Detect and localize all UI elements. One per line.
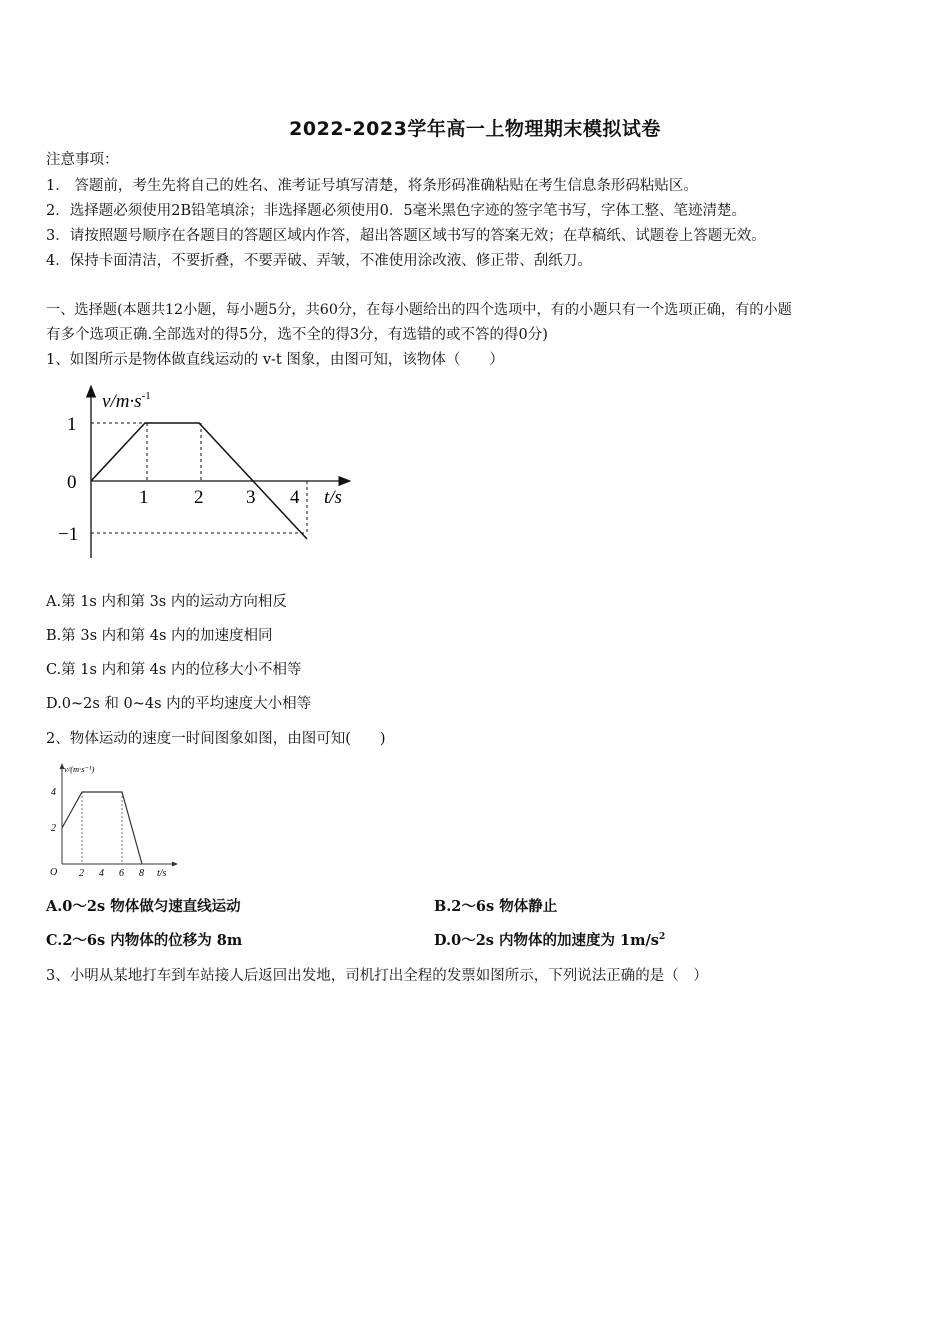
q2-y-tick-4: 4 <box>51 787 56 798</box>
q1-x-axis-label: t/s <box>324 487 342 508</box>
notice-item-1: 1． 答题前，考生先将自己的姓名、准考证号填写清楚，将条形码准确粘贴在考生信息条形码粘贴区。 <box>46 178 698 194</box>
q1-x-tick-3: 3 <box>246 487 256 508</box>
q2-y-axis-label: v/(m·s⁻¹) <box>64 764 95 774</box>
q2-option-d-superscript: 2 <box>658 932 666 942</box>
notice-heading: 注意事项： <box>46 152 119 168</box>
q1-option-d: D.0~2s 和 0~4s 内的平均速度大小相等 <box>46 696 312 712</box>
q2-option-d-text: D.0～2s 内物体的加速度为 1m/s <box>434 932 659 949</box>
q1-y-tick-1: 1 <box>67 414 77 435</box>
q2-origin-label: O <box>50 867 58 878</box>
notice-item-2: 2．选择题必须使用2B铅笔填涂；非选择题必须使用0．5毫米黑色字迹的签字笔书写，字体工整、笔迹清楚。 <box>46 203 747 219</box>
q1-y-tick-neg1: −1 <box>58 524 79 545</box>
q2-y-tick-2: 2 <box>51 823 56 834</box>
q2-x-tick-2: 2 <box>79 868 84 879</box>
q1-option-b: B.第 3s 内和第 4s 内的加速度相同 <box>46 628 273 644</box>
q2-option-b: B.2～6s 物体静止 <box>434 898 558 915</box>
question-1-stem: 1、如图所示是物体做直线运动的 v-t 图象，由图可知，该物体（ ） <box>46 352 504 368</box>
q2-option-a: A.0～2s 物体做匀速直线运动 <box>46 898 241 915</box>
notice-item-3: 3．请按照题号顺序在各题目的答题区域内作答，超出答题区域书写的答案无效；在草稿纸、试题卷上答题无效。 <box>46 228 766 244</box>
q1-x-tick-4: 4 <box>290 487 300 508</box>
q1-vt-graph <box>50 378 360 563</box>
question-2-stem: 2、物体运动的速度一时间图象如图，由图可知( ) <box>46 731 386 747</box>
q1-x-tick-1: 1 <box>139 487 149 508</box>
q2-vt-graph <box>44 758 184 880</box>
q1-y-tick-0: 0 <box>67 472 77 493</box>
section-instruction-line-2: 有多个选项正确.全部选对的得5分，选不全的得3分，有选错的或不答的得0分) <box>46 327 548 343</box>
q1-option-c: C.第 1s 内和第 4s 内的位移大小不相等 <box>46 662 302 678</box>
notice-item-4: 4．保持卡面清洁，不要折叠，不要弄破、弄皱，不准使用涂改液、修正带、刮纸刀。 <box>46 253 592 269</box>
q2-option-c: C.2～6s 内物体的位移为 8m <box>46 932 243 949</box>
q2-x-tick-6: 6 <box>119 868 124 879</box>
q2-velocity-series <box>62 792 142 864</box>
question-3-stem: 3、小明从某地打车到车站接人后返回出发地，司机打出全程的发票如图所示，下列说法正确的是（ ） <box>46 968 708 984</box>
q2-option-d <box>434 931 665 951</box>
q1-y-axis-label: $v/m\cdot s^{-1}$ <box>102 390 151 412</box>
page-title: 2022-2023学年高一上物理期末模拟试卷 <box>289 118 661 140</box>
q2-x-tick-4: 4 <box>99 868 104 879</box>
q1-x-tick-2: 2 <box>194 487 204 508</box>
q1-option-a: A.第 1s 内和第 3s 内的运动方向相反 <box>46 594 287 610</box>
q2-x-axis-label: t/s <box>157 868 167 879</box>
section-instruction-line-1: 一、选择题(本题共12小题，每小题5分，共60分，在每小题给出的四个选项中，有的小题只有一个选项正确，有的小题 <box>46 302 792 318</box>
q2-x-tick-8: 8 <box>139 868 144 879</box>
